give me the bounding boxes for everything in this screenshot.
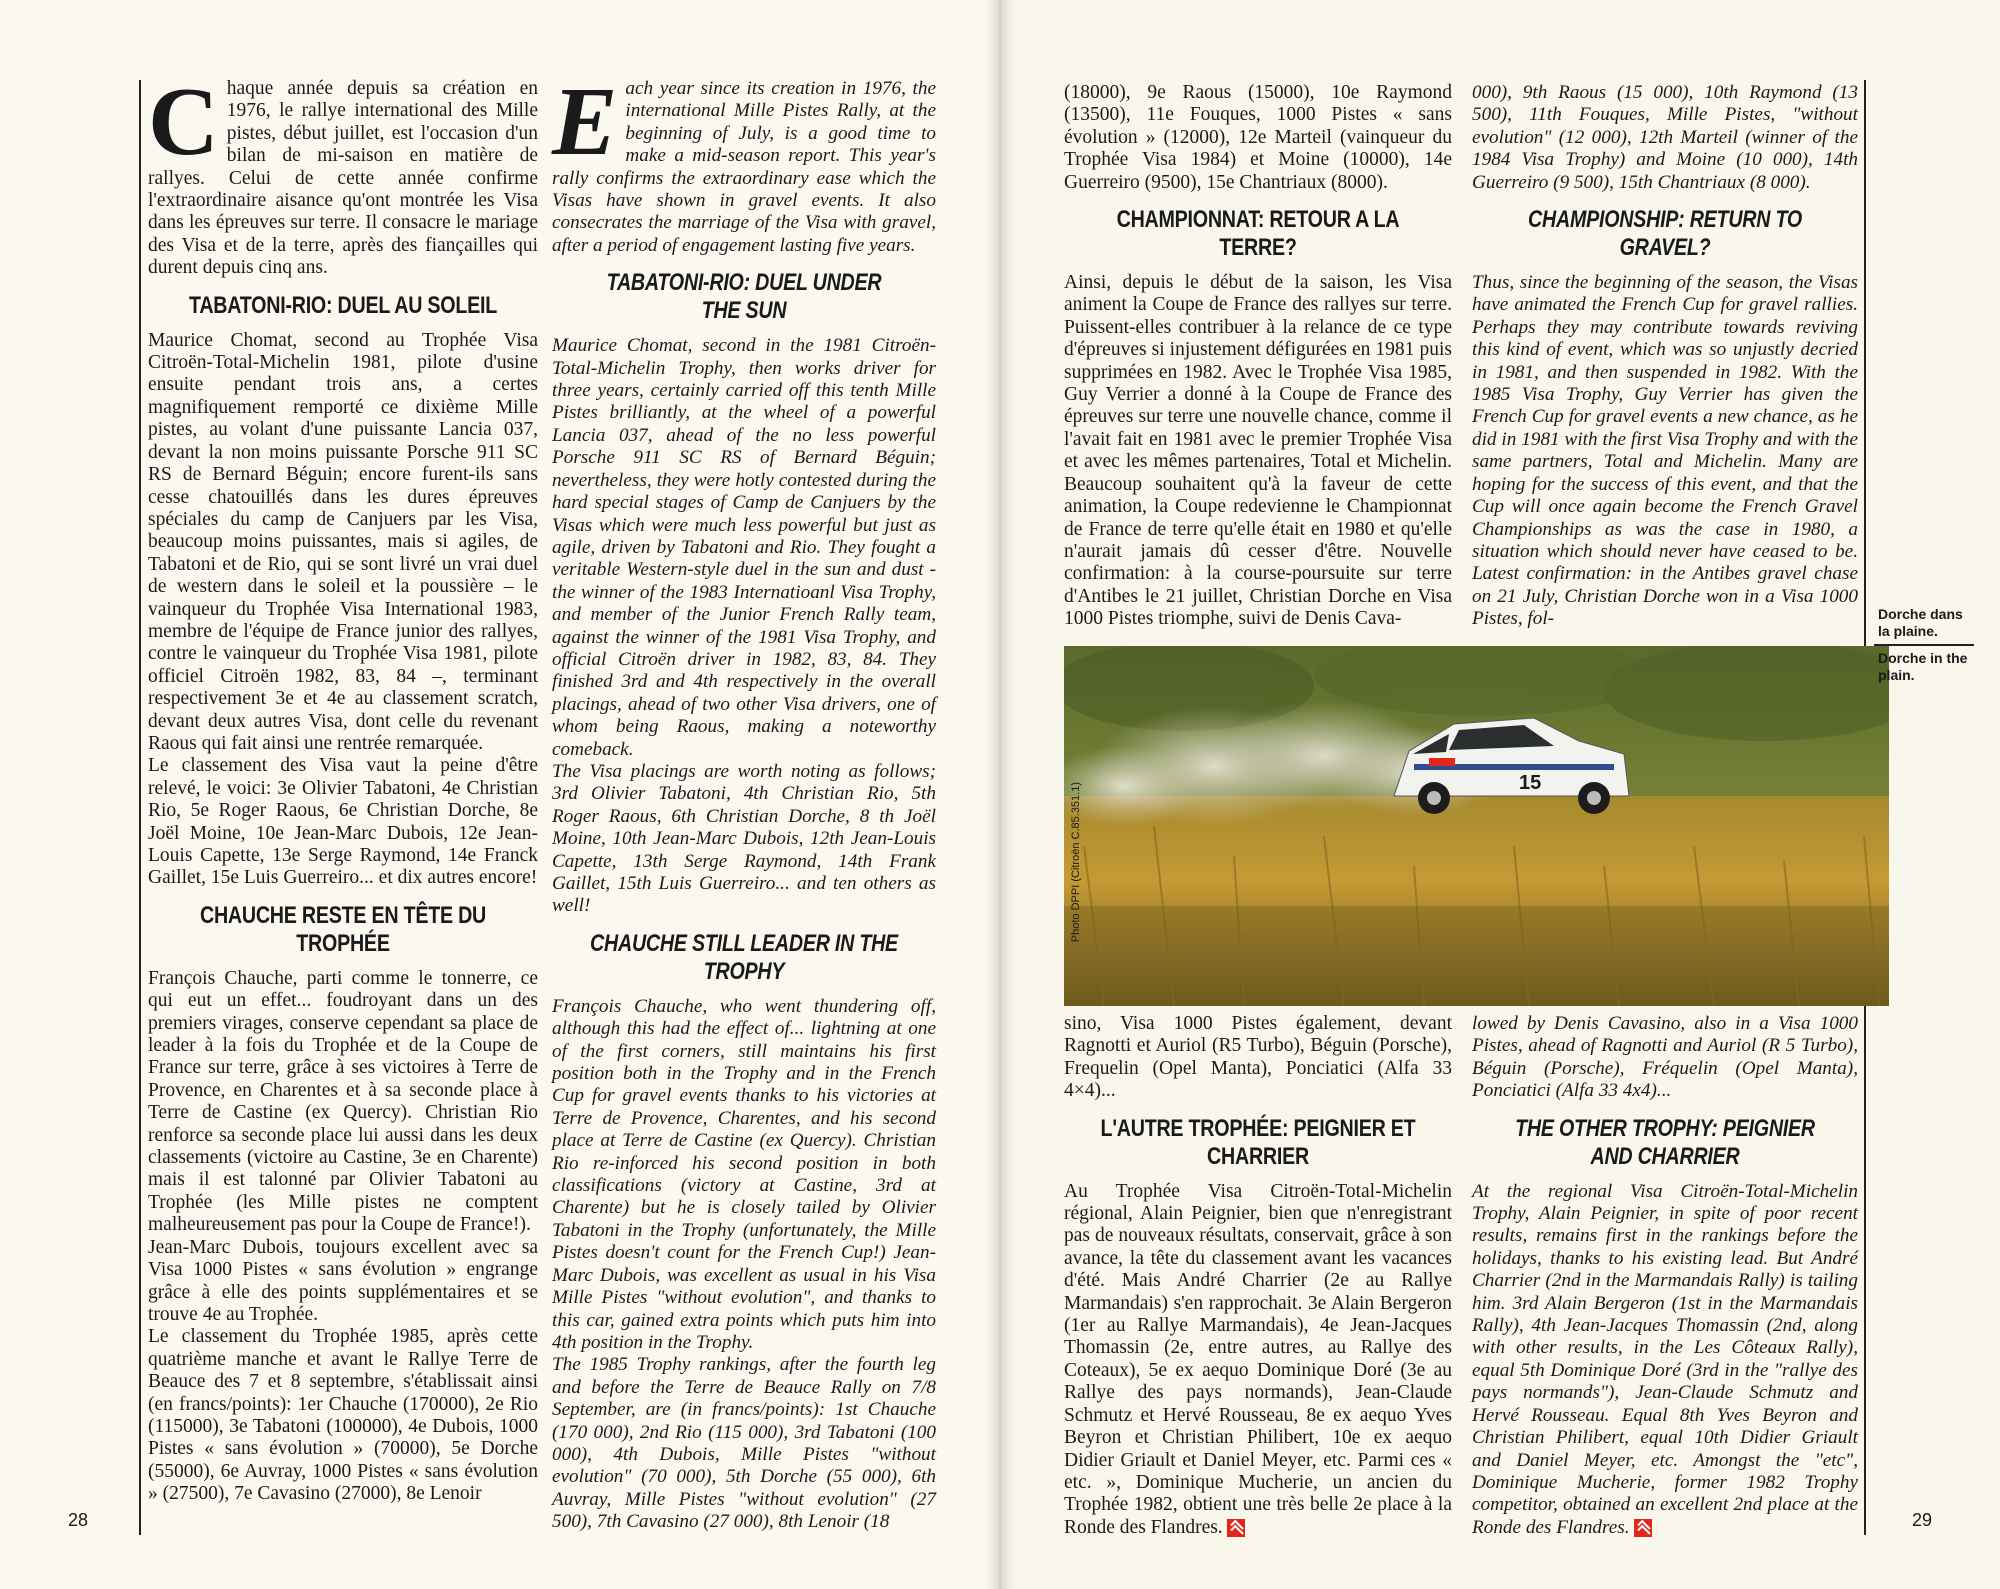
column-french-2-top [1064, 82, 1452, 631]
citroen-chevron-icon [1634, 1519, 1652, 1537]
left-margin-rule [139, 80, 141, 1535]
caption-divider [1874, 644, 1974, 646]
intro-paragraph-en: Each year since its creation in 1976, the international Mille Pistes Rally, at the beginning of July, is a good time to make a mid-season report. This year's rally confirms the extraordinary ease which the Visas have shown in gravel events. It also consecrates the marriage of the Visa with gravel, after a period of engagement lasting five years. [552, 68, 936, 256]
column-english-1 [552, 68, 936, 1534]
column-english-2-bottom [1472, 1013, 1858, 1539]
paragraph: At the regional Visa Citroën-Total-Michelin Trophy, Alain Peignier, in spite of poor recent results, remains first in the rankings before the holidays, thanks to his existing lead. But André Charrier (2nd in the Marmandais Rally) is tailing him. 3rd Alain Bergeron (1st in the Marmandais Rally), 4th Jean-Jacques Thomassin (2nd, along with other results, in the Les Côteaux Rally), equal 5th Dominique Doré (3rd in the "rallye des pays normands"), Jean-Claude Schmutz and Hervé Rousseau. Equal 8th Yves Beyron and Christian Philibert, equal 10th Didier Griault and Daniel Meyer, etc. Amongst the "etc", Dominique Mucherie, former 1982 Trophy competitor, obtained an excellent 2nd place at the Ronde des Flandres. [1472, 1180, 1858, 1538]
heading-championnat-fr: CHAMPIONNAT: RETOUR A LA TERRE? [1116, 206, 1400, 262]
paragraph: The Visa placings are worth noting as follows; 3rd Olivier Tabatoni, 4th Christian Rio, 5th Roger Raous, 6th Christian Dorche, 8 th Joël Moine, 10th Jean-Marc Dubois, 12th Jean-Louis Capette, 13th Serge Raymond, 14th Frank Gaillet, 15th Luis Guerreiro... and ten others as well! [552, 760, 936, 917]
paragraph: 000), 9th Raous (15 000), 10th Raymond (13 500), 11th Fouques, Mille Pistes, "without evolution" (12 000), 12th Marteil (winner of the 1984 Visa Trophy) and Moine (10 000), 14th Guerreiro (9 500), 15th Chantriaux (8 000). [1472, 82, 1858, 193]
drop-cap: E [552, 68, 618, 176]
rally-photo [1064, 646, 1889, 1006]
paragraph: (18000), 9e Raous (15000), 10e Raymond (13500), 11e Fouques, 1000 Pistes « sans évolution » (12000), 12e Marteil (vainqueur du Trophée Visa 1984) et Moine (10000), 14e Guerreiro (9500), 15e Chantriaux (8000). [1064, 82, 1452, 193]
car-number: 15 [1519, 772, 1542, 794]
column-french-2-bottom [1064, 1013, 1452, 1539]
paragraph: Maurice Chomat, second au Trophée Visa Citroën-Total-Michelin 1981, pilote d'usine ensuite pendant trois ans, a certes magnifiquement remporté ce dixième Mille pistes, au volant d'une puissante Lancia 037, devant la non moins puissante Porsche 911 SC RS de Bernard Béguin; encore furent-ils sans cesse chatouillés dans les dures épreuves spéciales du camp de Canjuers par les Visa, beaucoup moins puissantes, mais si agiles, de Tabatoni et de Rio, qui se sont livré un vrai duel de western dans le soleil et la poussière – le vainqueur du Trophée Visa International 1983, membre de l'équipe de France junior des rallyes, contre le vainqueur du Trophée Visa 1981, pilote officiel Citroën 1982, 83, 84 –, terminant respectivement 3e et 4e au classement scratch, devant deux autres Visa, dont celle du revenant Raous qui fait ainsi une rentrée remarquée. [148, 329, 538, 754]
column-english-2-top [1472, 82, 1858, 631]
paragraph: Maurice Chomat, second in the 1981 Citroën-Total-Michelin Trophy, then works driver for three years, certainly carried off this tenth Mille Pistes brilliantly, at the wheel of a powerful Lancia 037, ahead of the no less powerful Porsche 911 SC RS of Bernard Béguin; nevertheless, they were hotly contested during the hard special stages of Camp de Canjuers by the Visas which were much less powerful but just as agile, driven by Tabatoni and Rio. They fought a veritable Western-style duel in the sun and dust - the winner of the 1983 Internatioanl Visa Trophy, and member of the Junior French Rally team, against the winner of the 1981 Visa Trophy, and official Citroën driver in 1982, 83, 84. They finished 3rd and 4th respectively in the overall placings, ahead of two other Visa drivers, one of whom being Raous, making a noteworthy comeback. [552, 335, 936, 760]
heading-autre-trophee-fr: L'AUTRE TROPHÉE: PEIGNIER ET CHARRIER [1100, 1114, 1416, 1170]
paragraph: Jean-Marc Dubois, toujours excellent avec sa Visa 1000 Pistes « sans évolution » engrange grâce à elle des points supplémentaires et se trouve 4e au Trophée. [148, 1236, 538, 1325]
rally-car-illustration [1064, 646, 1889, 1006]
page-number-left: 28 [68, 1510, 89, 1530]
paragraph: The 1985 Trophy rankings, after the fourth leg and before the Terre de Beauce Rally on 7/8 September, are (in francs/points): 1st Chauche (170 000), 2nd Rio (115 000), 3rd Tabatoni (100 000), 4th Dubois, Mille Pistes "without evolution" (70 000), 5th Dorche (55 000), 6th Auvray, Mille Pistes "without evolution" (27 500), 7th Cavasino (27 000), 8th Lenoir (18 [552, 1354, 936, 1533]
page-number-right: 29 [1912, 1510, 1933, 1530]
photo-caption [1878, 606, 1974, 684]
paragraph: Thus, since the beginning of the season, the Visas have animated the French Cup for gravel rallies. Perhaps they may contribute towards reviving this kind of event, which was so unjustly decried in 1981, and then suspended in 1982. With the 1985 Visa Trophy, Guy Verrier has given the French Cup for gravel events a new chance, as he did in 1981 with the first Visa Trophy and with the same partners, Total and Michelin. Many are hoping for the success of this event, and that the Cup will once again become the French Gravel Championships as was the case in 1980, a situation which should never have ceased to be. Latest confirmation: in the Antibes gravel chase on 21 July, Christian Dorche won in a Visa 1000 Pistes, fol- [1472, 272, 1858, 630]
paragraph: Ainsi, depuis le début de la saison, les Visa animent la Coupe de France des rallyes sur terre. Puissent-elles contribuer à la relance de ce type d'épreuves si injustement défigurées en 1981 puis supprimées en 1982. Avec le Trophée Visa 1985, Guy Verrier a donné à la Coupe de France des épreuves sur terre une nouvelle chance, comme il l'avait fait en 1981 avec le premier Trophée Visa et avec les mêmes partenaires, Total et Michelin. Beaucoup souhaitent qu'à la faveur de cette animation, la Coupe redevienne le Championnat de France de terre qu'elle était en 1980 et qu'elle n'aurait jamais dû cesser d'être. Nouvelle confirmation: à la course-poursuite sur terre d'Antibes le 21 juillet, Christian Dorche en Visa 1000 Pistes triomphe, suivi de Denis Cava- [1064, 272, 1452, 630]
paragraph: sino, Visa 1000 Pistes également, devant Ragnotti et Auriol (R5 Turbo), Béguin (Porsche), Frequelin (Opel Manta), Ponciatici (Alfa 33 4×4)... [1064, 1013, 1452, 1102]
drop-cap: C [148, 68, 219, 176]
heading-championship-en: CHAMPIONSHIP: RETURN TO GRAVEL? [1528, 206, 1802, 262]
column-french-1 [148, 68, 538, 1506]
paragraph: Le classement du Trophée 1985, après cette quatrième manche et avant le Rallye Terre de Beauce des 7 et 8 septembre, s'établissait ainsi (en francs/points): 1er Chauche (170000), 2e Rio (115000), 3e Tabatoni (100000), 4e Dubois, 1000 Pistes « sans évolution » (70000), 5e Dorche (55000), 6e Auvray, 1000 Pistes « sans évolution » (27500), 7e Cavasino (27000), 8e Lenoir [148, 1326, 538, 1505]
paragraph: lowed by Denis Cavasino, also in a Visa 1000 Pistes, ahead of Ragnotti and Auriol (R 5 Turbo), Béguin (Porsche), Fréquelin (Opel Manta), Ponciatici (Alfa 33 4x4)... [1472, 1013, 1858, 1102]
paragraph: Le classement des Visa vaut la peine d'être relevé, le voici: 3e Olivier Tabatoni, 4e Christian Rio, 5e Roger Raous, 6e Christian Dorche, 8e Joël Moine, 10e Jean-Marc Dubois, 12e Jean-Louis Capette, 13e Serge Raymond, 14e Franck Gaillet, 15e Luis Guerreiro... et dix autres encore! [148, 755, 538, 889]
paragraph: Au Trophée Visa Citroën-Total-Michelin régional, Alain Peignier, bien que n'enregistrant pas de nouveaux résultats, conservait, grâce à son avance, la tête du classement avant les vacances d'été. Mais André Charrier (2e au Rallye Marmandais) s'en rapprochait. 3e Alain Bergeron (1er au Rallye Marmandais), 4e Jean-Jacques Thomassin (2e, entre autres, au Rallye des Coteaux), 5e ex aequo Dominique Doré (3e au Rallye des pays normands), Jean-Claude Schmutz et Hervé Rousseau, 8e ex aequo Yves Beyron et Christian Philibert, 10e ex aequo Didier Griault et Daniel Meyer, etc. Parmi ces « etc. », Dominique Mucherie, un ancien du Trophée 1982, obtient une très belle 2e place à la Ronde des Flandres. [1064, 1180, 1452, 1538]
page-gutter [985, 0, 1015, 1589]
intro-paragraph-fr: Chaque année depuis sa création en 1976, le rallye international des Mille pistes, début juillet, est l'occasion d'un bilan de mi-saison en matière de rallyes. Celui de cette année confirme l'extraordinaire aisance qu'ont montrée les Visa dans les épreuves sur terre. Il consacre le mariage des Visa et de la terre, après des fiançailles qui durent depuis cinq ans. [148, 68, 538, 279]
heading-tabatoni-fr: TABATONI-RIO: DUEL AU SOLEIL [189, 291, 497, 319]
heading-chauche-fr: CHAUCHE RESTE EN TÊTE DU TROPHÉE [199, 901, 487, 957]
caption-en: Dorche in the plain. [1878, 650, 1968, 683]
photo-credit: Photo DPPI (Citroën C.85.351.1) [1070, 782, 1082, 943]
heading-other-trophy-en: THE OTHER TROPHY: PEIGNIER AND CHARRIER [1515, 1114, 1815, 1170]
heading-chauche-en: CHAUCHE STILL LEADER IN THE TROPHY [590, 929, 898, 985]
heading-tabatoni-en: TABATONI-RIO: DUEL UNDER THE SUN [606, 269, 882, 325]
caption-fr: Dorche dans la plaine. [1878, 606, 1963, 639]
paragraph: François Chauche, parti comme le tonnerre, ce qui eut un effet... foudroyant dans un des premiers virages, conserve cependant sa place de leader à la fois du Trophée et de la Coupe de France sur terre, grâce à ses victoires à Terre de Provence, en Charentes et à sa seconde place à Terre de Castine (ex Quercy). Christian Rio renforce sa seconde place lui aussi dans les deux classements (victoire au Castine, 3e en Charente) mais il est talonné par Olivier Tabatoni au Trophée (les Mille pistes ne comptent malheureusement pas pour la Coupe de France!). [148, 967, 538, 1236]
paragraph: François Chauche, who went thundering off, although this had the effect of... lightning at one of the first corners, still maintains his first position both in the Trophy and in the French Cup for gravel events thanks to his victories at Terre de Provence, Charentes, and his second place at Terre de Castine (ex Quercy). Christian Rio re-inforced his second position in both classifications (victory at Castine, 3rd at Charente) but he is closely tailed by Olivier Tabatoni in the Trophy (unfortunately, the Mille Pistes doesn't count for the French Cup!) Jean-Marc Dubois, was excellent as usual in his Visa Mille Pistes "without evolution", and thanks to this car, gained extra points which puts him into 4th position in the Trophy. [552, 995, 936, 1353]
citroen-chevron-icon [1227, 1519, 1245, 1537]
